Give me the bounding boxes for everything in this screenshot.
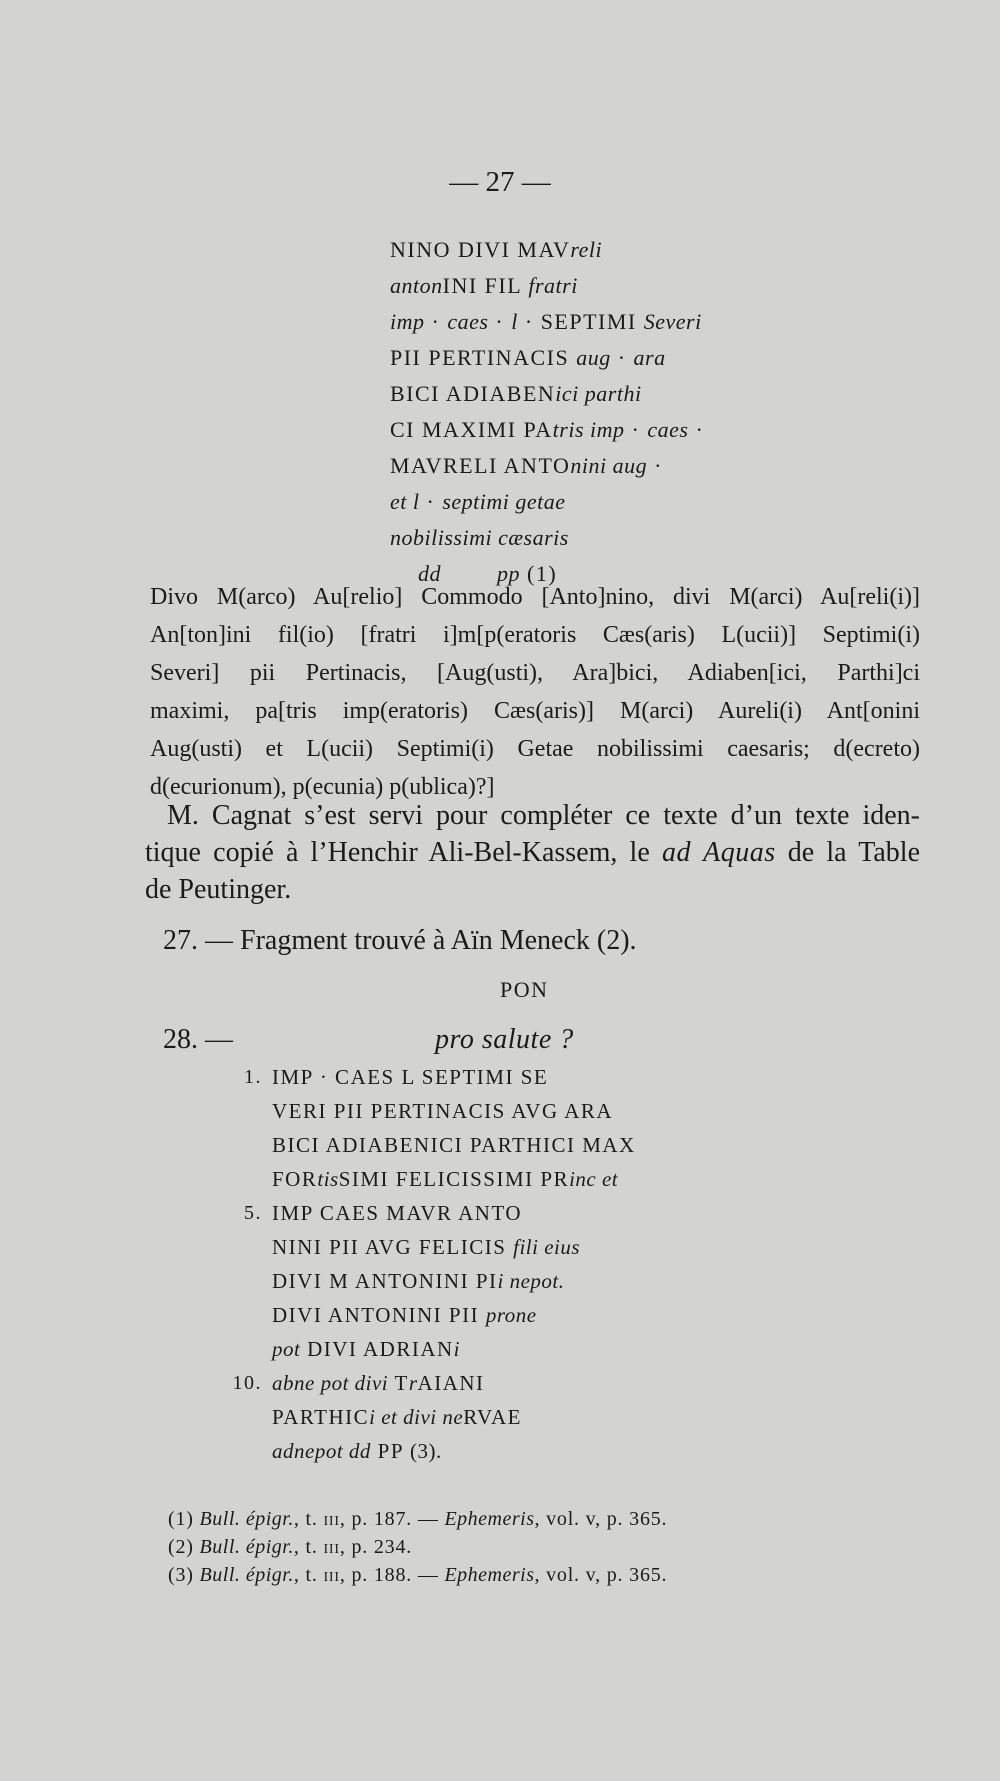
inscription-line: CI MAXIMI PAtris imp · caes · (390, 417, 705, 442)
transcription-line: d(ecurionum), p(ecunia) p(ublica)?] (150, 774, 495, 800)
inscription-line: PARTHICi et divi neRVAE (272, 1405, 522, 1429)
inscription-line: BICI ADIABENICI PARTHICI MAX (272, 1133, 636, 1157)
footnote: (2) Bull. épigr., t. iii, p. 234. (168, 1536, 413, 1558)
inscription-line: PII PERTINACIS aug · ara (390, 345, 666, 370)
inscription-line: 1. IMP · CAES L SEPTIMI SE (244, 1065, 549, 1089)
commentary-line: tique copié à l’Henchir Ali-Bel-Kassem, le ad Aquas de la Table (145, 837, 921, 868)
entry-27 (163, 925, 637, 957)
inscription-line: BICI ADIABENici parthi (390, 381, 642, 406)
inscription-line: FORtisSIMI FELICISSIMI PRinc et (272, 1167, 619, 1191)
transcription-paragraph (150, 578, 920, 806)
inscription-line: antonINI FIL fratri (390, 273, 578, 298)
commentary-paragraph (145, 797, 920, 908)
transcription-line: Divo M(arco) Au[relio] Commodo [Anto]nino, divi M(arci) Au[reli(i)] (150, 584, 920, 610)
inscription-line: DIVI ANTONINI PII prone (272, 1303, 537, 1327)
transcription-line: An[ton]ini fil(io) [fratri i]m[p(eratoris Cæs(aris) L(ucii)] Septimi(i) (150, 622, 920, 648)
entry-28-number: 28. — (163, 1024, 233, 1055)
inscription-line: NINO DIVI MAVreli (390, 237, 603, 262)
inscription-2 (232, 1060, 636, 1468)
inscription-line: adnepot dd PP (3). (272, 1439, 442, 1463)
footnote: (3) Bull. épigr., t. iii, p. 188. — Ephemeris, vol. v, p. 365. (168, 1564, 668, 1586)
commentary-line: de Peutinger. (145, 874, 292, 905)
transcription-line: maximi, pa[tris imp(eratoris) Cæs(aris)] M(arci) Aureli(i) Ant[onini (150, 698, 920, 724)
entry-text: Fragment trouvé à Aïn Meneck (2). (240, 925, 637, 956)
inscription-line: VERI PII PERTINACIS AVG ARA (272, 1099, 614, 1123)
commentary-line: M. Cagnat s’est servi pour compléter ce texte d’un texte iden- (167, 800, 920, 831)
inscription-line: dd pp (1) (418, 561, 558, 586)
inscription-line: MAVRELI ANTOnini aug · (390, 453, 663, 478)
footnote: (1) Bull. épigr., t. iii, p. 187. — Ephemeris, vol. v, p. 365. (168, 1508, 668, 1530)
inscription-line: nobilissimi cæsaris (390, 525, 569, 550)
inscription-line: NINI PII AVG FELICIS fili eius (272, 1235, 581, 1259)
inscription-line: 10. abne pot divi TrAIANI (232, 1371, 485, 1395)
inscription-line: 5. IMP CAES MAVR ANTO (244, 1201, 523, 1225)
inscription-line: DIVI M ANTONINI PIi nepot. (272, 1269, 565, 1293)
entry-number: 27. — (163, 925, 233, 956)
inscription-line: pot DIVI ADRIANi (272, 1337, 461, 1361)
footnotes (168, 1505, 667, 1589)
entry-27-inscription: PON (500, 977, 549, 1002)
inscription-line: imp · caes · l · SEPTIMI Severi (390, 309, 702, 334)
transcription-line: Aug(usti) et L(ucii) Septimi(i) Getae nobilissimi caesaris; d(ecreto) (150, 736, 920, 762)
entry-28-heading: pro salute ? (435, 1024, 574, 1055)
inscription-1 (390, 232, 704, 592)
transcription-line: Severi] pii Pertinacis, [Aug(usti), Ara]bici, Adiaben[ici, Parthi]ci (150, 660, 920, 686)
inscription-line: et l · septimi getae (390, 489, 566, 514)
page-number: — 27 — (449, 166, 551, 198)
